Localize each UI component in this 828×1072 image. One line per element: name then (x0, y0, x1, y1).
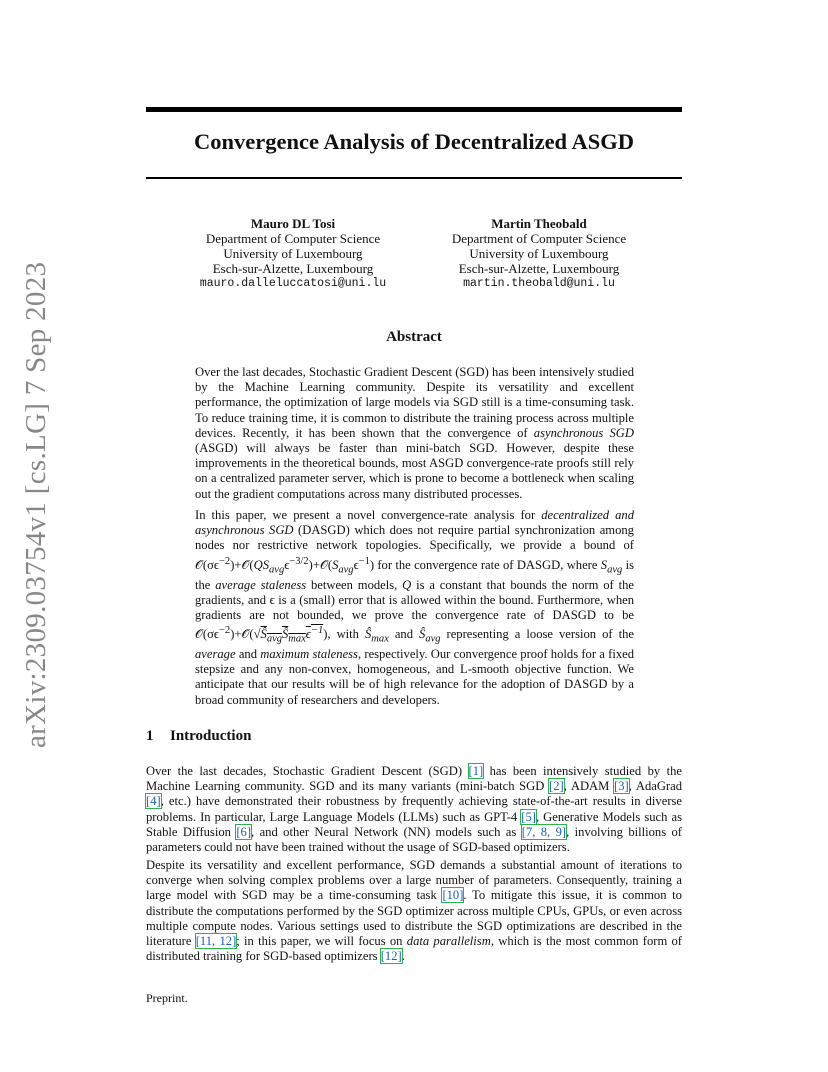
author-department: Department of Computer Science (205, 231, 381, 246)
author-department: Department of Computer Science (451, 231, 627, 246)
citation-link[interactable]: [2] (549, 779, 564, 794)
title-top-rule (146, 107, 682, 112)
author-university: University of Luxembourg (469, 246, 609, 261)
abstract-paragraph-2: In this paper, we present a novel convergence-rate analysis for decentralized and asynchronous SGD (DASGD) which does not require partial synchronization among nodes nor restrictive network topologies. Specifically, we provide a bound of $𝒪(\sigma\epsilon^{-2})+𝒪(QS_{avg}\epsilon^{-3/2})+𝒪(S_{avg}\epsilon^{-1})$ for the convergence rate of DASGD, where $S_{avg}$ is the average staleness between models, Q is a constant that bounds the norm of the gradients, and ϵ is a (small) error that is allowed within the bound. Furthermore, when gradients are not bounded, we prove the convergence rate of DASGD to be $𝒪(\sigma\epsilon^{-2})+𝒪(√Ŝ_{avg}Ŝ_{max}\epsilon^{-1})$, with $Ŝ_{max}$ and $Ŝ_{avg}$ representing a loose version of the average and maximum staleness, respectively. Our convergence proof holds for a fixed stepsize and any non-convex, homogeneous, and L-smooth objective function. We anticipate that our results will be of high relevance for the adoption of DASGD by a broad community of researchers and developers. (195, 508, 635, 707)
citation-link[interactable]: [3] (614, 779, 629, 794)
title-bottom-rule (146, 177, 682, 179)
preprint-footer: Preprint. (146, 991, 188, 1005)
citation-link[interactable]: [1] (468, 764, 484, 778)
citation-link[interactable]: [12] (380, 949, 402, 964)
author-university: University of Luxembourg (223, 246, 363, 261)
author-location: Esch-sur-Alzette, Luxembourg (212, 261, 374, 276)
author-location: Esch-sur-Alzette, Luxembourg (458, 261, 620, 276)
section-title: Introduction (170, 728, 252, 744)
section-heading-introduction (146, 728, 251, 745)
author-block-2 (429, 216, 649, 291)
author-block-1 (183, 216, 403, 291)
paper-title: Convergence Analysis of Decentralized ASGD (194, 129, 634, 154)
citation-link[interactable]: [7, 8, 9] (521, 824, 567, 839)
abstract-paragraph-1: Over the last decades, Stochastic Gradient Descent (SGD) has been intensively studied by the Machine Learning community. Despite its versatility and excellent performance, the optimization of large models via SGD still is a time-consuming task. To reduce training time, it is common to distribute the training process across multiple devices. Recently, it has been shown that the convergence of asynchronous SGD (ASGD) will always be faster than mini-batch SGD. However, despite these improvements in the theoretical bounds, most ASGD convergence-rate proofs still rely on a centralized parameter server, which is prone to become a bottleneck when scaling out the gradient computations across many distributed processes. (195, 365, 634, 501)
citation-link[interactable]: [6] (236, 824, 252, 839)
citation-link[interactable]: [4] (146, 794, 161, 809)
author-email[interactable]: mauro.dalleluccatosi@uni.lu (199, 277, 387, 290)
author-name: Martin Theobald (491, 216, 587, 231)
citation-link[interactable]: [5] (521, 809, 536, 824)
section-number: 1 (146, 728, 154, 744)
intro-paragraph-1: Over the last decades, Stochastic Gradient Descent (SGD) [1] has been intensively studied by the Machine Learning community. SGD and its many variants (mini-batch SGD [2], ADAM [3], AdaGrad [4], etc.) have demonstrated their robustness by frequently achieving state-of-the-art results in diverse problems. In particular, Large Language Models (LLMs) such as GPT-4 [5], Generative Models such as Stable Diffusion [6], and other Neural Network (NN) models such as [7, 8, 9], involving billions of parameters could not have been trained without the usage of SGD-based optimizers. (146, 764, 683, 855)
citation-link[interactable]: [11, 12] (195, 934, 237, 949)
citation-link[interactable]: [10] (442, 888, 464, 903)
abstract-heading: Abstract (386, 329, 442, 345)
author-name: Mauro DL Tosi (250, 216, 336, 231)
arxiv-identifier-stamp: arXiv:2309.03754v1 [cs.LG] 7 Sep 2023 (20, 261, 52, 748)
intro-paragraph-2: Despite its versatility and excellent performance, SGD demands a substantial amount of iterations to converge when solving complex problems over a large number of parameters. Consequently, training a large model with SGD may be a time-consuming task [10]. To mitigate this issue, it is common to distribute the computations performed by the SGD optimizer across multiple CPUs, GPUs, or even across multiple compute nodes. Various settings used to distribute the SGD optimizations are described in the literature [11, 12]; in this paper, we will focus on data parallelism, which is the most common form of distributed training for SGD-based optimizers [12]. (146, 858, 683, 964)
author-email[interactable]: martin.theobald@uni.lu (463, 277, 615, 290)
